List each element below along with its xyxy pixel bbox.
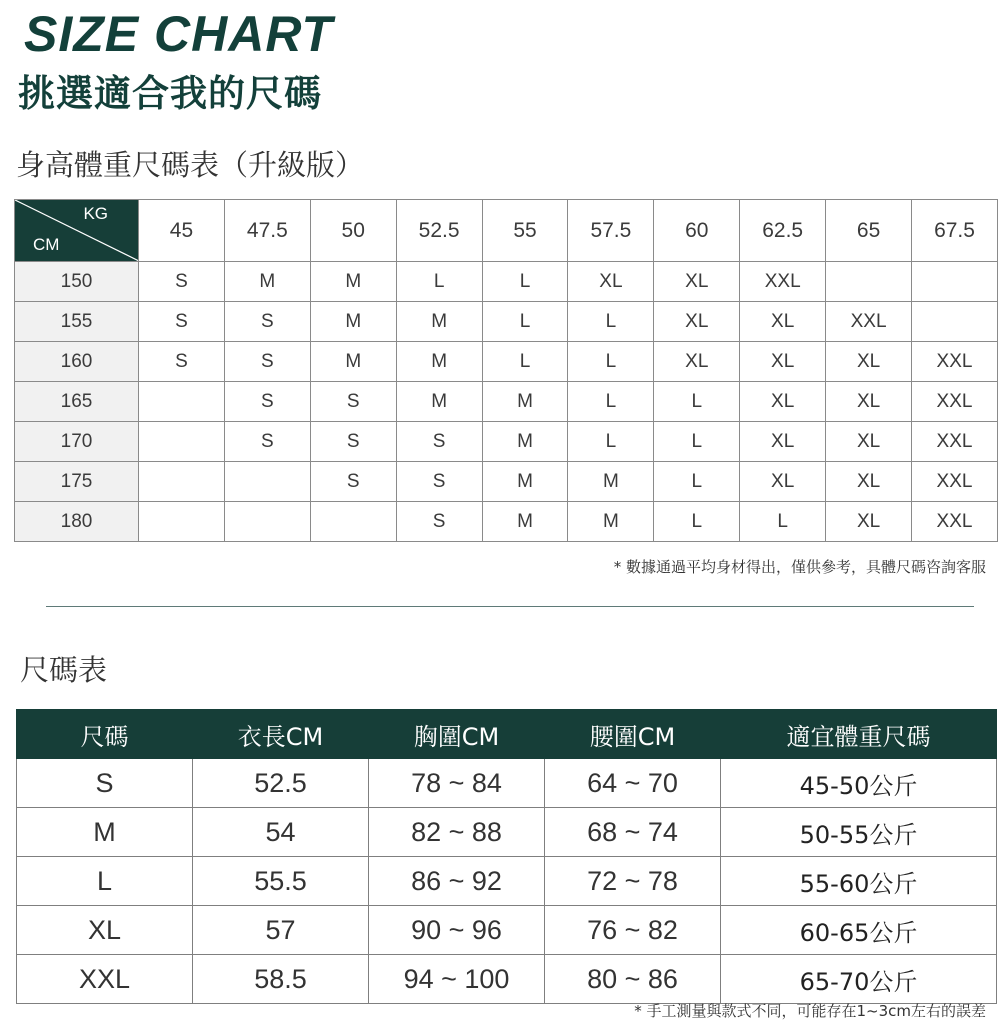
waist-cell: 68 ~ 74 — [545, 808, 721, 857]
size-header-row — [17, 710, 997, 759]
size-table-header-cell: 胸圍CM — [369, 710, 545, 759]
size-cell — [826, 262, 912, 302]
size-cell — [139, 422, 225, 462]
size-cell — [310, 502, 396, 542]
size-cell: L — [654, 462, 740, 502]
length-cell: 57 — [193, 906, 369, 955]
height-weight-note: * 數據通過平均身材得出，僅供參考，具體尺碼咨詢客服 — [613, 558, 986, 576]
height-row — [15, 342, 998, 382]
weight-header-cell: 60 — [654, 200, 740, 262]
size-cell: L — [396, 262, 482, 302]
size-cell: M — [482, 502, 568, 542]
size-cell: XL — [826, 382, 912, 422]
height-weight-table-body — [15, 262, 998, 542]
size-cell: S — [396, 462, 482, 502]
size-cell — [912, 302, 998, 342]
size-cell: XL — [654, 262, 740, 302]
height-weight-size-table — [14, 199, 998, 542]
size-cell: M — [310, 302, 396, 342]
corner-cell — [15, 200, 139, 262]
section-divider — [46, 606, 974, 607]
size-table-title: 尺碼表 — [20, 653, 108, 687]
size-cell: S — [224, 422, 310, 462]
length-cell: 54 — [193, 808, 369, 857]
weight-range-cell: 60-65公斤 — [721, 906, 997, 955]
size-cell: S — [224, 302, 310, 342]
weight-header-cell: 52.5 — [396, 200, 482, 262]
size-cell: L — [654, 382, 740, 422]
size-cell: L — [740, 502, 826, 542]
length-cell: 58.5 — [193, 955, 369, 1004]
height-row — [15, 302, 998, 342]
size-cell: XXL — [826, 302, 912, 342]
height-cell: 180 — [15, 502, 139, 542]
size-cell: S — [224, 382, 310, 422]
chest-cell: 90 ~ 96 — [369, 906, 545, 955]
size-cell: L — [568, 302, 654, 342]
size-cell — [139, 462, 225, 502]
size-cell: L — [482, 342, 568, 382]
size-cell — [139, 502, 225, 542]
size-cell: M — [482, 422, 568, 462]
size-cell: XL — [826, 502, 912, 542]
size-cell: S — [396, 502, 482, 542]
size-cell: L — [654, 422, 740, 462]
size-cell: M — [396, 342, 482, 382]
height-cell: 175 — [15, 462, 139, 502]
size-cell: XL — [740, 382, 826, 422]
size-cell: XL — [740, 462, 826, 502]
length-cell: 55.5 — [193, 857, 369, 906]
waist-cell: 80 ~ 86 — [545, 955, 721, 1004]
size-cell: S — [310, 422, 396, 462]
size-table-header-cell: 衣長CM — [193, 710, 369, 759]
size-measurement-table — [16, 709, 997, 1004]
size-cell: M — [482, 462, 568, 502]
size-table-header-cell: 腰圍CM — [545, 710, 721, 759]
size-cell: M — [224, 262, 310, 302]
title-english: SIZE CHART — [24, 6, 334, 62]
size-cell: XXL — [912, 462, 998, 502]
size-cell — [912, 262, 998, 302]
chest-cell: 78 ~ 84 — [369, 759, 545, 808]
size-cell: XL — [568, 262, 654, 302]
length-cell: 52.5 — [193, 759, 369, 808]
size-label-cell: L — [17, 857, 193, 906]
size-cell: XL — [654, 342, 740, 382]
chest-cell: 82 ~ 88 — [369, 808, 545, 857]
size-table-row — [17, 906, 997, 955]
size-table-header-cell: 尺碼 — [17, 710, 193, 759]
weight-header-cell: 67.5 — [912, 200, 998, 262]
size-cell: S — [396, 422, 482, 462]
size-cell: M — [482, 382, 568, 422]
weight-range-cell: 45-50公斤 — [721, 759, 997, 808]
size-cell: XL — [654, 302, 740, 342]
size-cell: M — [310, 262, 396, 302]
size-cell: XXL — [912, 422, 998, 462]
height-cell: 150 — [15, 262, 139, 302]
title-chinese: 挑選適合我的尺碼 — [18, 72, 322, 115]
weight-header-cell: 45 — [139, 200, 225, 262]
chest-cell: 94 ~ 100 — [369, 955, 545, 1004]
weight-range-cell: 50-55公斤 — [721, 808, 997, 857]
height-row — [15, 262, 998, 302]
height-weight-table-title: 身高體重尺碼表（升級版） — [16, 148, 365, 182]
corner-label-cm: CM — [33, 235, 60, 254]
size-cell: M — [310, 342, 396, 382]
waist-cell: 64 ~ 70 — [545, 759, 721, 808]
size-cell — [224, 502, 310, 542]
weight-range-cell: 55-60公斤 — [721, 857, 997, 906]
size-cell: L — [482, 302, 568, 342]
size-label-cell: XXL — [17, 955, 193, 1004]
size-cell: XL — [826, 342, 912, 382]
height-cell: 170 — [15, 422, 139, 462]
weight-header-row — [15, 200, 998, 262]
weight-header-cell: 65 — [826, 200, 912, 262]
measurement-note: * 手工測量與款式不同，可能存在1~3cm左右的誤差 — [634, 1002, 986, 1020]
size-table-row — [17, 759, 997, 808]
weight-header-cell: 50 — [310, 200, 396, 262]
height-row — [15, 502, 998, 542]
size-cell: L — [568, 422, 654, 462]
size-cell: S — [224, 342, 310, 382]
size-cell — [139, 382, 225, 422]
size-cell: M — [396, 302, 482, 342]
size-cell: S — [139, 302, 225, 342]
size-cell: S — [139, 342, 225, 382]
size-table-body — [17, 759, 997, 1004]
size-cell: S — [310, 382, 396, 422]
size-cell: XXL — [912, 342, 998, 382]
size-cell: XXL — [912, 382, 998, 422]
size-cell: XL — [826, 422, 912, 462]
size-cell: L — [654, 502, 740, 542]
size-cell: S — [310, 462, 396, 502]
size-label-cell: XL — [17, 906, 193, 955]
size-cell: M — [396, 382, 482, 422]
height-row — [15, 462, 998, 502]
chest-cell: 86 ~ 92 — [369, 857, 545, 906]
waist-cell: 72 ~ 78 — [545, 857, 721, 906]
size-table-row — [17, 808, 997, 857]
size-cell: XL — [740, 302, 826, 342]
size-cell: XL — [826, 462, 912, 502]
weight-header-cell: 55 — [482, 200, 568, 262]
size-label-cell: S — [17, 759, 193, 808]
size-cell: XXL — [740, 262, 826, 302]
size-table-row — [17, 955, 997, 1004]
height-cell: 160 — [15, 342, 139, 382]
size-cell: S — [139, 262, 225, 302]
height-row — [15, 422, 998, 462]
height-row — [15, 382, 998, 422]
height-cell: 165 — [15, 382, 139, 422]
size-cell: XL — [740, 342, 826, 382]
weight-header-cell: 47.5 — [224, 200, 310, 262]
size-cell: M — [568, 462, 654, 502]
weight-header-cell: 57.5 — [568, 200, 654, 262]
size-cell — [224, 462, 310, 502]
size-table-header-cell: 適宜體重尺碼 — [721, 710, 997, 759]
size-cell: L — [482, 262, 568, 302]
size-cell: XL — [740, 422, 826, 462]
weight-range-cell: 65-70公斤 — [721, 955, 997, 1004]
size-cell: L — [568, 342, 654, 382]
corner-label-kg: KG — [83, 204, 108, 223]
size-table-row — [17, 857, 997, 906]
waist-cell: 76 ~ 82 — [545, 906, 721, 955]
size-cell: M — [568, 502, 654, 542]
weight-header-cell: 62.5 — [740, 200, 826, 262]
size-label-cell: M — [17, 808, 193, 857]
size-cell: L — [568, 382, 654, 422]
height-cell: 155 — [15, 302, 139, 342]
size-cell: XXL — [912, 502, 998, 542]
